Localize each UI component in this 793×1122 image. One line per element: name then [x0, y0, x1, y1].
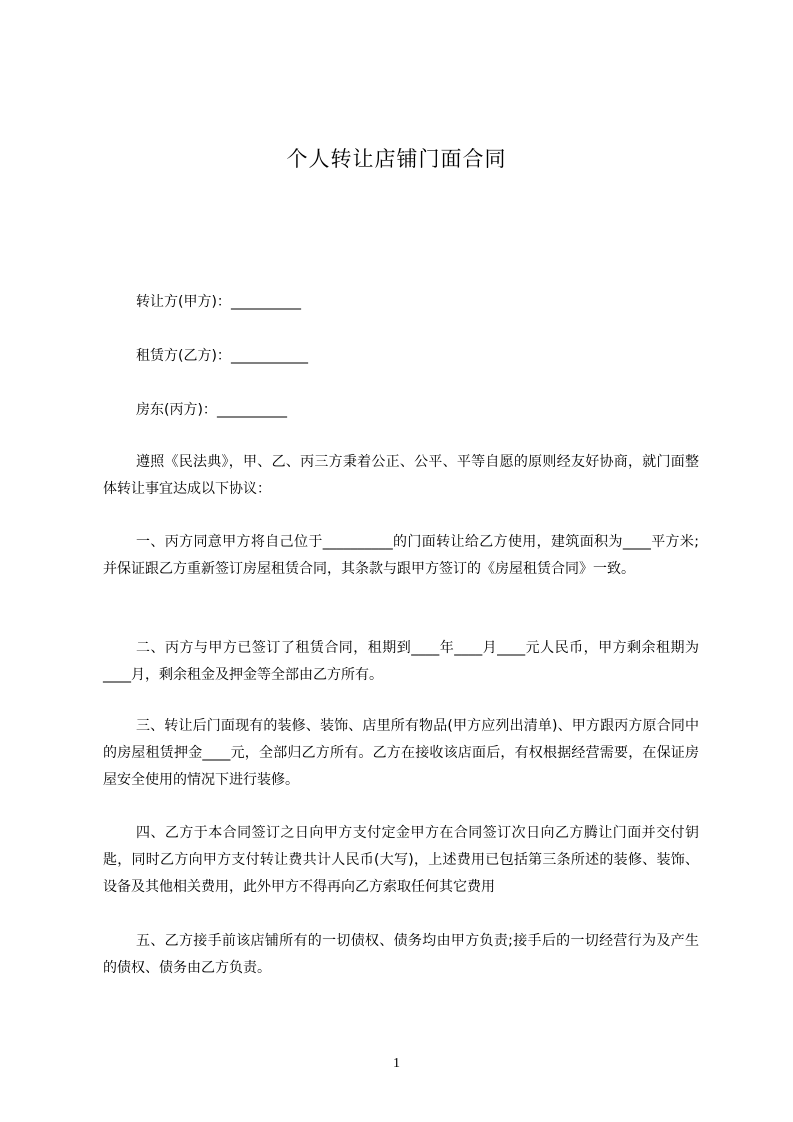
- clause-2: 二、丙方与甲方已签订了租赁合同，租期到____年____月____元人民币，甲方剩余租期为____月，剩余租金及押金等全部由乙方所有。: [103, 640, 699, 683]
- clause-5: 五、乙方接手前该店铺所有的一切债权、债务均由甲方负责;接手后的一切经营行为及产生的债权、债务由乙方负责。: [103, 933, 699, 976]
- intro-paragraph: 遵照《民法典》，甲、乙、丙三方秉着公正、公平、平等自愿的原则经友好协商，就门面整体转让事宜达成以下协议：: [103, 454, 699, 497]
- clause-1: 一、丙方同意甲方将自己位于__________的门面转让给乙方使用，建筑面积为____平方米;并保证跟乙方重新签订房屋租赁合同，其条款与跟甲方签订的《房屋租赁合同》一致。: [103, 534, 699, 577]
- party-landlord: [136, 399, 287, 419]
- party-transferor: [136, 291, 301, 311]
- party-lessee-label: 租赁方(乙方)：: [136, 348, 231, 364]
- party-landlord-blank: __________: [216, 402, 287, 418]
- clause-3: 三、转让后门面现有的装修、装饰、店里所有物品(甲方应列出清单)、甲方跟丙方原合同中的房屋租赁押金____元，全部归乙方所有。乙方在接收该店面后，有权根据经营需要，在保证房屋安全使用的情况下进行装修。: [103, 718, 699, 788]
- page-number: 1: [393, 1056, 400, 1071]
- document-title: 个人转让店铺门面合同: [286, 147, 507, 171]
- party-landlord-label: 房东(丙方)：: [136, 402, 217, 418]
- clause-4: 四、乙方于本合同签订之日向甲方支付定金甲方在合同签订次日向乙方腾让门面并交付钥匙，同时乙方向甲方支付转让费共计人民币(大写)，上述费用已包括第三条所述的装修、装饰、设备及其他相关费用，此外甲方不得再向乙方索取任何其它费用: [103, 825, 699, 895]
- party-transferor-label: 转让方(甲方)：: [136, 294, 231, 310]
- party-lessee: [136, 345, 308, 365]
- party-transferor-blank: __________: [230, 294, 301, 310]
- party-lessee-blank: ___________: [230, 348, 308, 364]
